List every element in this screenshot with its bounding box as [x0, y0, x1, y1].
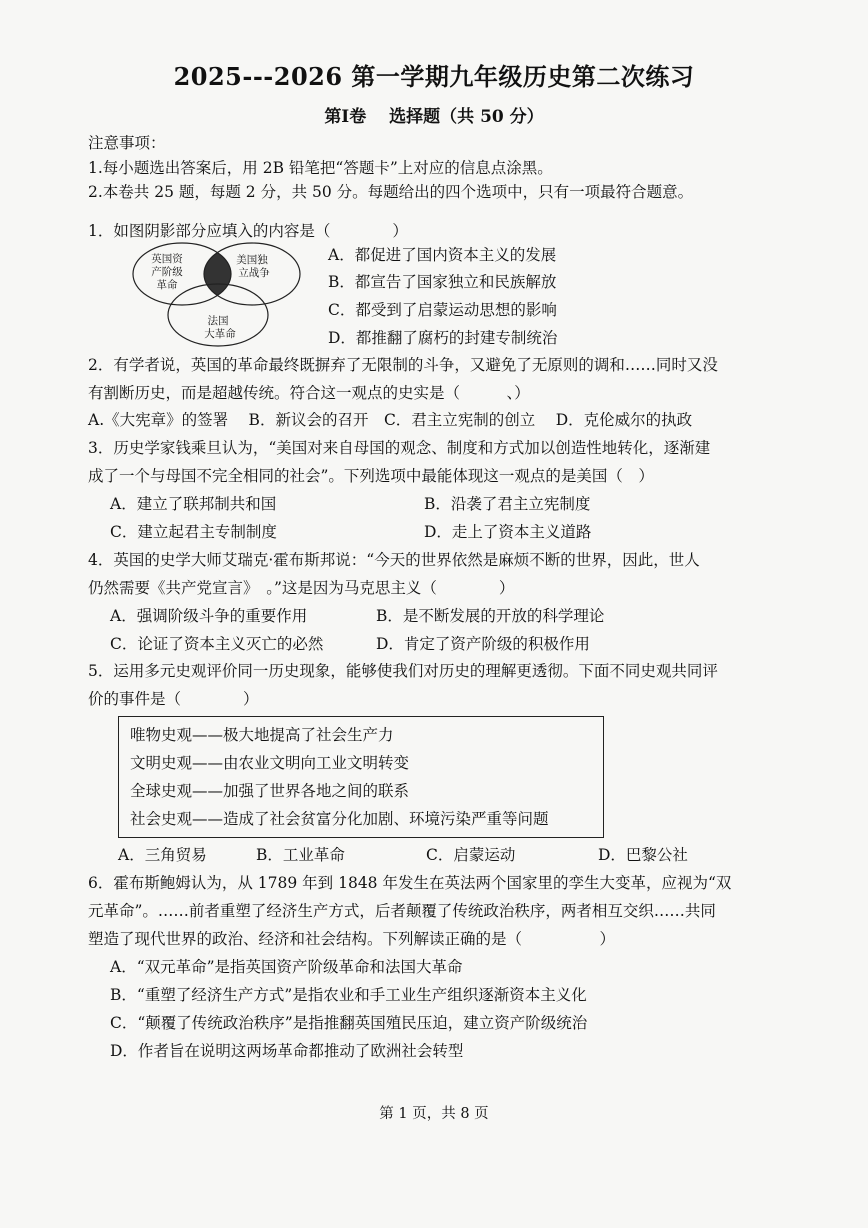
- q5-option-b: B．工业革命: [256, 846, 345, 864]
- q6-stem-line-2: 元革命”。……前者重塑了经济生产方式，后者颠覆了传统政治秩序，两者相互交织……共同: [88, 902, 716, 920]
- q1-option-d: D．都推翻了腐朽的封建专制统治: [328, 329, 558, 347]
- q5-box-line-3: 全球史观——加强了世界各地之间的联系: [130, 782, 410, 800]
- q3-stem-line-1: 3．历史学家钱乘旦认为，“美国对来自母国的观念、制度和方式加以创造性地转化，逐渐建: [88, 439, 711, 457]
- q2-options: A.《大宪章》的签署 B．新议会的召开 C．君主立宪制的创立 D．克伦威尔的执政: [88, 411, 693, 429]
- q6-stem-line-3: 塑造了现代世界的政治、经济和社会结构。下列解读正确的是（ ）: [88, 930, 616, 948]
- venn-bottom-label-1: 法国: [207, 315, 229, 327]
- q1-option-a: A．都促进了国内资本主义的发展: [328, 246, 557, 264]
- q6-option-d: D．作者旨在说明这两场革命都推动了欧洲社会转型: [110, 1042, 464, 1060]
- venn-diagram: [130, 240, 302, 348]
- q1-option-c: C．都受到了启蒙运动思想的影响: [328, 301, 557, 319]
- venn-right-label-2: 立战争: [238, 267, 270, 279]
- page-footer: 第 1 页，共 8 页: [379, 1106, 489, 1122]
- q1-option-b: B．都宣告了国家独立和民族解放: [328, 273, 557, 291]
- q3-option-a: A．建立了联邦制共和国: [110, 495, 277, 513]
- notes-heading: 注意事项：: [88, 134, 166, 152]
- q3-stem-line-2: 成了一个与母国不完全相同的社会”。下列选项中最能体现这一观点的是美国（ ）: [88, 467, 654, 485]
- q5-option-a: A．三角贸易: [118, 846, 207, 864]
- q5-material-box: [118, 716, 604, 838]
- q4-option-b: B．是不断发展的开放的科学理论: [376, 607, 605, 625]
- q2-stem-line-2: 有割断历史，而是超越传统。符合这一观点的史实是（ 、）: [88, 384, 530, 402]
- venn-left-label-1: 英国资: [151, 253, 183, 265]
- venn-bottom-label-2: 大革命: [204, 328, 236, 340]
- q5-option-d: D．巴黎公社: [598, 846, 688, 864]
- venn-right-label-1: 美国独: [236, 254, 268, 266]
- q2-stem-line-1: 2．有学者说，英国的革命最终既摒弃了无限制的斗争，又避免了无原则的调和……同时又没: [88, 356, 718, 374]
- q5-stem-line-2: 价的事件是（ ）: [88, 690, 259, 708]
- q5-box-line-1: 唯物史观——极大地提高了社会生产力: [130, 726, 394, 744]
- q6-stem-line-1: 6．霍布斯鲍姆认为，从 1789 年到 1848 年发生在英法两个国家里的孪生大变革，应视为“双: [88, 874, 732, 892]
- q1-stem: 1．如图阴影部分应填入的内容是（ ）: [88, 222, 408, 240]
- q4-stem-line-2: 仍然需要《共产党宣言》 。”这是因为马克思主义（ ）: [88, 579, 515, 597]
- section-title: 第Ⅰ卷 选择题（共 50 分）: [324, 107, 544, 127]
- note-item-2: 2.本卷共 25 题，每题 2 分，共 50 分。每题给出的四个选项中，只有一项最符合题意。: [88, 183, 694, 201]
- q3-option-b: B．沿袭了君主立宪制度: [424, 495, 591, 513]
- q4-stem-line-1: 4．英国的史学大师艾瑞克·霍布斯邦说：“今天的世界依然是麻烦不断的世界，因此，世人: [88, 551, 700, 569]
- q4-option-a: A．强调阶级斗争的重要作用: [110, 607, 308, 625]
- venn-left-label-2: 产阶级: [151, 266, 183, 278]
- exam-title: 2025---2026 第一学期九年级历史第二次练习: [173, 62, 695, 91]
- q5-box-line-2: 文明史观——由农业文明向工业文明转变: [130, 754, 410, 772]
- q6-option-a: A．“双元革命”是指英国资产阶级革命和法国大革命: [110, 958, 463, 976]
- q4-option-d: D．肯定了资产阶级的积极作用: [376, 635, 590, 653]
- q5-stem-line-1: 5．运用多元史观评价同一历史现象，能够使我们对历史的理解更透彻。下面不同史观共同评: [88, 662, 718, 680]
- q5-box-line-4: 社会史观——造成了社会贫富分化加剧、环境污染严重等问题: [130, 810, 549, 828]
- q4-option-c: C．论证了资本主义灭亡的必然: [110, 635, 324, 653]
- q5-option-c: C．启蒙运动: [426, 846, 516, 864]
- note-item-1: 1.每小题选出答案后，用 2B 铅笔把“答题卡”上对应的信息点涂黑。: [88, 159, 553, 177]
- q3-option-d: D．走上了资本主义道路: [424, 523, 592, 541]
- venn-left-label-3: 革命: [156, 279, 178, 291]
- q6-option-b: B．“重塑了经济生产方式”是指农业和手工业生产组织逐渐资本主义化: [110, 986, 587, 1004]
- q6-option-c: C．“颠覆了传统政治秩序”是指推翻英国殖民压迫，建立资产阶级统治: [110, 1014, 588, 1032]
- q3-option-c: C．建立起君主专制制度: [110, 523, 277, 541]
